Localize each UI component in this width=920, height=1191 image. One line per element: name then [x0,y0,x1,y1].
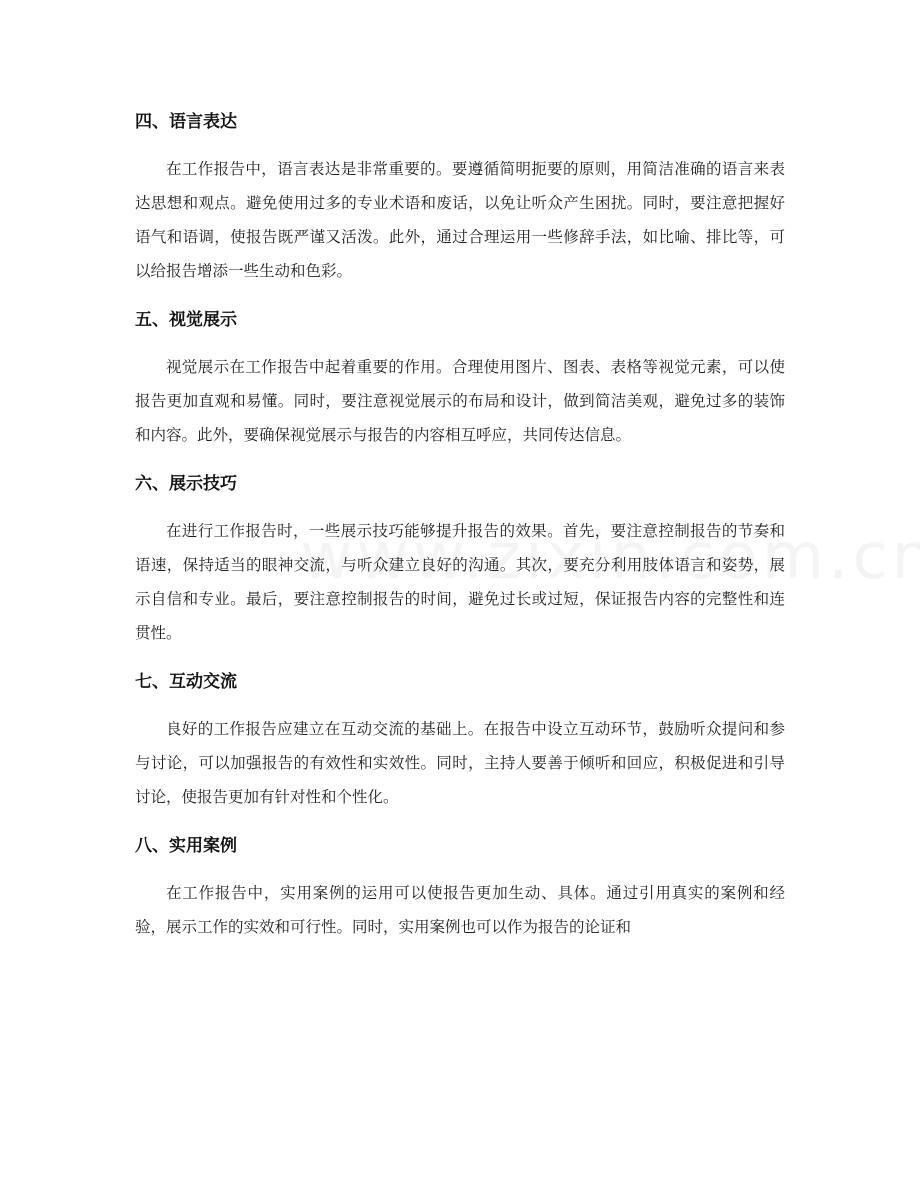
section-paragraph: 在进行工作报告时，一些展示技巧能够提升报告的效果。首先，要注意控制报告的节奏和语速，保持适当的眼神交流，与听众建立良好的沟通。其次，要充分利用肢体语言和姿势，展示自信和专业。最后，要注意控制报告的时间，避免过长或过短，保证报告内容的完整性和连贯性。 [135,522,785,642]
section-8 [135,828,785,944]
section-title: 五、视觉展示 [135,310,237,330]
section-5 [135,302,785,452]
document-body [135,104,785,958]
section-paragraph: 视觉展示在工作报告中起着重要的作用。合理使用图片、图表、表格等视觉元素，可以使报告更加直观和易懂。同时，要注意视觉展示的布局和设计，做到简洁美观，避免过多的装饰和内容。此外，要确保视觉展示与报告的内容相互呼应，共同传达信息。 [135,358,785,444]
section-paragraph: 良好的工作报告应建立在互动交流的基础上。在报告中设立互动环节，鼓励听众提问和参与讨论，可以加强报告的有效性和实效性。同时，主持人要善于倾听和回应，积极促进和引导讨论，使报告更加有针对性和个性化。 [135,720,785,806]
section-title: 六、展示技巧 [135,474,237,494]
section-title: 七、互动交流 [135,672,237,692]
section-title: 八、实用案例 [135,836,237,856]
section-4 [135,104,785,288]
section-paragraph: 在工作报告中，语言表达是非常重要的。要遵循简明扼要的原则，用简洁准确的语言来表达思想和观点。避免使用过多的专业术语和废话，以免让听众产生困扰。同时，要注意把握好语气和语调，使报告既严谨又活泼。此外，通过合理运用一些修辞手法，如比喻、排比等，可以给报告增添一些生动和色彩。 [135,160,785,280]
section-6 [135,466,785,650]
section-paragraph: 在工作报告中，实用案例的运用可以使报告更加生动、具体。通过引用真实的案例和经验，展示工作的实效和可行性。同时，实用案例也可以作为报告的论证和 [135,884,785,936]
section-title: 四、语言表达 [135,112,237,132]
section-7 [135,664,785,814]
